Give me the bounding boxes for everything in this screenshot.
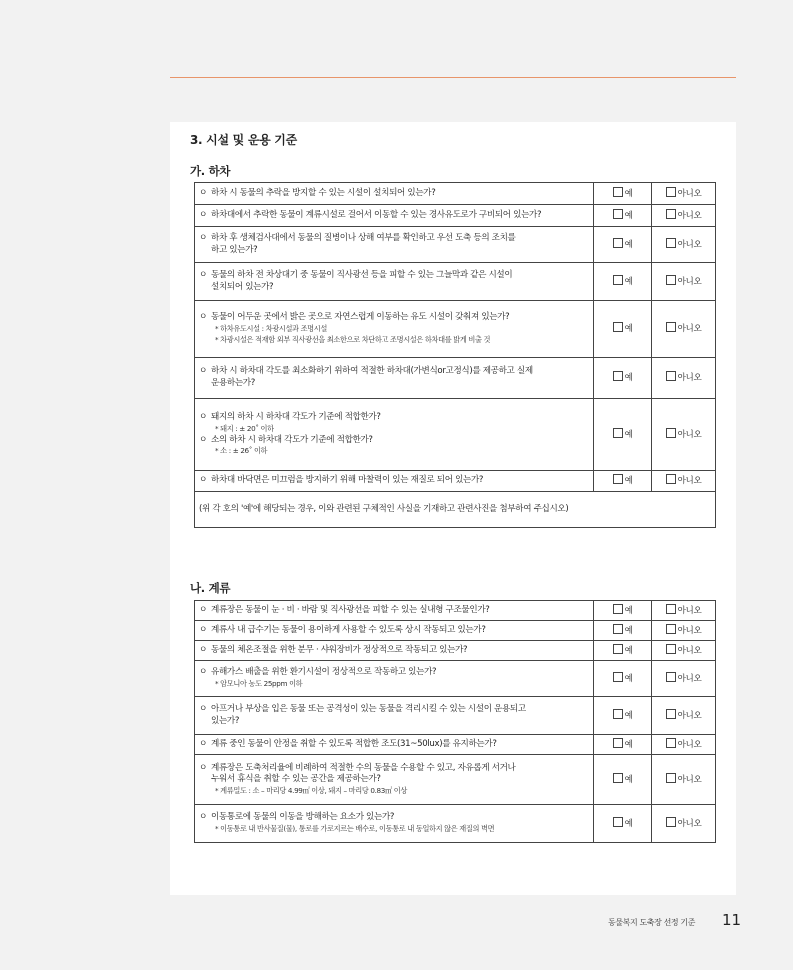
yes-checkbox[interactable] — [613, 624, 623, 634]
bullet-marker: ㅇ — [199, 812, 207, 823]
yes-label: 예 — [624, 710, 633, 721]
question-line: 이동통로에 동물의 이동을 방해하는 요소가 있는가? — [211, 812, 395, 823]
evidence-instruction: (위 각 호의 '예'에 해당되는 경우, 이와 관련된 구체적인 사실을 기재하고 관련사진을 첨부하여 주십시오) — [195, 492, 716, 528]
question-line-continued: 운용하는가? — [211, 378, 255, 388]
yes-checkbox[interactable] — [613, 238, 623, 248]
no-option[interactable] — [652, 755, 716, 805]
yes-option[interactable] — [594, 661, 652, 697]
no-label: 아니오 — [677, 774, 702, 785]
no-checkbox[interactable] — [666, 817, 676, 827]
no-option[interactable] — [652, 471, 716, 492]
question-text — [199, 188, 587, 200]
yes-checkbox[interactable] — [613, 604, 623, 614]
question-cell — [195, 755, 594, 805]
question-cell — [195, 805, 594, 843]
question-line-continued: 있는가? — [211, 715, 240, 726]
bullet-marker: ㅇ — [199, 667, 207, 678]
yes-label: 예 — [624, 645, 633, 656]
yes-label: 예 — [624, 673, 633, 684]
lairage-checklist — [194, 600, 716, 843]
bullet-marker: ㅇ — [199, 475, 207, 486]
question-cell — [195, 183, 594, 205]
checklist-row — [195, 805, 716, 843]
no-label: 아니오 — [677, 210, 702, 221]
question-line: 계류장은 도축처리율에 비례하여 적절한 수의 동물을 수용할 수 있고, 자유롭게 서거나 — [211, 762, 516, 773]
bullet-marker: ㅇ — [199, 312, 207, 323]
no-label: 아니오 — [677, 476, 702, 487]
yes-option[interactable] — [594, 735, 652, 755]
checklist-row — [195, 399, 716, 471]
no-label: 아니오 — [677, 429, 702, 440]
yes-option[interactable] — [594, 183, 652, 205]
no-option[interactable] — [652, 227, 716, 263]
question-text — [199, 435, 587, 447]
question-text — [199, 233, 587, 245]
no-label: 아니오 — [677, 276, 702, 287]
question-text — [199, 366, 587, 378]
criteria-note: * 차광시설은 적재함 외부 직사광선을 최소한으로 차단하고 조명시설은 하차대를 밝게 비출 것 — [215, 334, 491, 344]
criteria-note: * 이동통로 내 반사물질(물), 통로를 가로지르는 배수로, 이동통로 내 동일하지 않은 재질의 벽면 — [215, 823, 495, 833]
yes-option[interactable] — [594, 205, 652, 227]
yes-label: 예 — [624, 739, 633, 750]
no-checkbox[interactable] — [666, 672, 676, 682]
yes-checkbox[interactable] — [613, 209, 623, 219]
criteria-note: * 돼지 : ± 20˚ 이하 — [215, 423, 274, 433]
question-cell — [195, 641, 594, 661]
yes-checkbox[interactable] — [613, 672, 623, 682]
no-checkbox[interactable] — [666, 474, 676, 484]
checklist-row — [195, 205, 716, 227]
bullet-marker: ㅇ — [199, 366, 207, 377]
question-cell — [195, 621, 594, 641]
question-line: 하차 후 생체검사대에서 동물의 질병이나 상해 여부를 확인하고 우선 도축 등의 조치를 — [211, 232, 516, 243]
question-line: 계류장은 동물이 눈 · 비 · 바람 및 직사광선을 피할 수 있는 실내형 구조물인가? — [211, 604, 490, 615]
checklist-row — [195, 661, 716, 697]
yes-option[interactable] — [594, 471, 652, 492]
bullet-marker: ㅇ — [199, 604, 207, 615]
question-cell — [195, 661, 594, 697]
question-line: 동물이 어두운 곳에서 밝은 곳으로 자연스럽게 이동하는 유도 시설이 갖춰져 있는가? — [211, 312, 510, 323]
subsection-title-lairage: 나. 계류 — [190, 581, 231, 595]
question-line: 아프거나 부상을 입은 동물 또는 공격성이 있는 동물을 격리시킬 수 있는 시설이 운용되고 — [211, 703, 526, 714]
yes-label: 예 — [624, 605, 633, 616]
bullet-marker: ㅇ — [199, 232, 207, 243]
bullet-marker: ㅇ — [199, 187, 207, 198]
criteria-note: * 암모니아 농도 25ppm 이하 — [215, 678, 303, 688]
question-line: 하차대 바닥면은 미끄럼을 방지하기 위해 마찰력이 있는 재질로 되어 있는가? — [211, 475, 484, 486]
yes-checkbox[interactable] — [613, 644, 623, 654]
no-checkbox[interactable] — [666, 371, 676, 381]
checklist-row — [195, 641, 716, 661]
question-text — [199, 270, 587, 282]
checklist-row — [195, 301, 716, 358]
checklist-row — [195, 697, 716, 735]
no-checkbox[interactable] — [666, 709, 676, 719]
question-line: 하차 시 하차대 각도를 최소화하기 위하여 적절한 하차대(가변식or고정식)를 제공하고 실제 — [211, 366, 533, 377]
yes-option[interactable] — [594, 641, 652, 661]
yes-label: 예 — [624, 276, 633, 287]
bullet-marker: ㅇ — [199, 738, 207, 749]
bullet-marker: ㅇ — [199, 412, 207, 423]
yes-checkbox[interactable] — [613, 322, 623, 332]
no-checkbox[interactable] — [666, 428, 676, 438]
yes-option[interactable] — [594, 227, 652, 263]
page-number: 11 — [722, 911, 742, 929]
no-checkbox[interactable] — [666, 738, 676, 748]
question-line: 동물의 체온조절을 위한 분무 · 샤워장비가 정상적으로 작동되고 있는가? — [211, 644, 468, 655]
no-label: 아니오 — [677, 625, 702, 636]
checklist-row — [195, 601, 716, 621]
yes-option[interactable] — [594, 301, 652, 358]
bullet-marker: ㅇ — [199, 269, 207, 280]
footer-title: 동물복지 도축장 선정 기준 — [608, 918, 696, 927]
no-checkbox[interactable] — [666, 209, 676, 219]
yes-checkbox[interactable] — [613, 428, 623, 438]
yes-checkbox[interactable] — [613, 709, 623, 719]
bullet-marker: ㅇ — [199, 703, 207, 714]
no-option[interactable] — [652, 205, 716, 227]
yes-label: 예 — [624, 625, 633, 636]
question-cell — [195, 205, 594, 227]
question-line-continued: 하고 있는가? — [211, 244, 258, 255]
no-label: 아니오 — [677, 673, 702, 684]
yes-option[interactable] — [594, 601, 652, 621]
yes-checkbox[interactable] — [613, 738, 623, 748]
yes-label: 예 — [624, 188, 633, 199]
checklist-row — [195, 471, 716, 492]
no-option[interactable] — [652, 697, 716, 735]
no-checkbox[interactable] — [666, 275, 676, 285]
yes-option[interactable] — [594, 399, 652, 471]
question-cell — [195, 227, 594, 263]
question-text — [199, 763, 587, 775]
no-option[interactable] — [652, 621, 716, 641]
question-cell — [195, 399, 594, 471]
yes-checkbox[interactable] — [613, 187, 623, 197]
question-line: 유해가스 배출을 위한 환기시설이 정상적으로 작동하고 있는가? — [211, 667, 437, 678]
no-option[interactable] — [652, 661, 716, 697]
no-label: 아니오 — [677, 739, 702, 750]
yes-option[interactable] — [594, 358, 652, 399]
yes-label: 예 — [624, 324, 633, 335]
no-label: 아니오 — [677, 645, 702, 656]
question-text — [199, 475, 587, 487]
question-cell — [195, 301, 594, 358]
question-line: 계류사 내 급수기는 동물이 용이하게 사용할 수 있도록 상시 작동되고 있는가? — [211, 624, 486, 635]
yes-checkbox[interactable] — [613, 474, 623, 484]
question-text — [199, 210, 587, 222]
no-checkbox[interactable] — [666, 187, 676, 197]
question-text — [199, 645, 587, 657]
question-line-continued: 누워서 휴식을 취할 수 있는 공간을 제공하는가? — [211, 774, 381, 785]
checklist-row — [195, 183, 716, 205]
question-line: 소의 하차 시 하차대 각도가 기준에 적합한가? — [211, 434, 373, 445]
no-label: 아니오 — [677, 605, 702, 616]
bullet-marker: ㅇ — [199, 762, 207, 773]
yes-label: 예 — [624, 774, 633, 785]
criteria-note: * 소 : ± 26˚ 이하 — [215, 446, 268, 456]
question-line-continued: 설치되어 있는가? — [211, 281, 274, 292]
yes-checkbox[interactable] — [613, 817, 623, 827]
criteria-note: * 하차유도시설 : 차광시설과 조명시설 — [215, 324, 327, 333]
no-option[interactable] — [652, 358, 716, 399]
question-cell — [195, 471, 594, 492]
yes-label: 예 — [624, 429, 633, 440]
checklist-row — [195, 755, 716, 805]
question-line: 하차 시 동물의 추락을 방지할 수 있는 시설이 설치되어 있는가? — [211, 187, 436, 198]
question-cell — [195, 735, 594, 755]
yes-option[interactable] — [594, 805, 652, 843]
question-text — [199, 739, 587, 751]
no-option[interactable] — [652, 183, 716, 205]
no-label: 아니오 — [677, 188, 702, 199]
bullet-marker: ㅇ — [199, 434, 207, 445]
no-option[interactable] — [652, 805, 716, 843]
question-cell — [195, 601, 594, 621]
yes-checkbox[interactable] — [613, 275, 623, 285]
no-checkbox[interactable] — [666, 322, 676, 332]
no-option[interactable] — [652, 735, 716, 755]
no-option[interactable] — [652, 399, 716, 471]
question-line: 동물의 하차 전 차상대기 중 동물이 직사광선 등을 피할 수 있는 그늘막과 같은 시설이 — [211, 269, 513, 280]
subsection-title-unloading: 가. 하차 — [190, 164, 231, 178]
no-label: 아니오 — [677, 239, 702, 250]
question-text — [199, 605, 587, 617]
checklist-row — [195, 621, 716, 641]
criteria-note: * 계류밀도 : 소 – 마리당 4.99㎡ 이상, 돼지 – 마리당 0.83㎡ 이상 — [215, 785, 407, 795]
no-checkbox[interactable] — [666, 624, 676, 634]
question-cell — [195, 697, 594, 735]
no-option[interactable] — [652, 263, 716, 301]
yes-checkbox[interactable] — [613, 371, 623, 381]
yes-option[interactable] — [594, 697, 652, 735]
yes-option[interactable] — [594, 621, 652, 641]
bullet-marker: ㅇ — [199, 209, 207, 220]
question-line: 돼지의 하차 시 하차대 각도가 기준에 적합한가? — [211, 412, 381, 423]
unloading-checklist — [194, 182, 716, 528]
no-checkbox[interactable] — [666, 644, 676, 654]
yes-label: 예 — [624, 373, 633, 384]
question-text — [199, 704, 587, 716]
question-cell — [195, 263, 594, 301]
checklist-row — [195, 227, 716, 263]
checklist-row — [195, 358, 716, 399]
checklist-row — [195, 735, 716, 755]
no-label: 아니오 — [677, 373, 702, 384]
question-line: 하차대에서 추락한 동물이 계류시설로 걸어서 이동할 수 있는 경사유도로가 구비되어 있는가? — [211, 209, 542, 220]
question-line: 계류 중인 동물이 안정을 취할 수 있도록 적합한 조도(31~50lux)를 유지하는가? — [211, 738, 497, 749]
question-text — [199, 625, 587, 637]
question-cell — [195, 358, 594, 399]
bullet-marker: ㅇ — [199, 644, 207, 655]
yes-label: 예 — [624, 239, 633, 250]
section-title: 3. 시설 및 운용 기준 — [190, 133, 297, 147]
no-option[interactable] — [652, 641, 716, 661]
no-option[interactable] — [652, 301, 716, 358]
header-rule — [170, 77, 736, 78]
yes-label: 예 — [624, 818, 633, 829]
yes-label: 예 — [624, 476, 633, 487]
yes-option[interactable] — [594, 263, 652, 301]
question-text — [199, 312, 587, 324]
question-text — [199, 412, 587, 424]
footnote-row — [195, 492, 716, 528]
yes-label: 예 — [624, 210, 633, 221]
checklist-row — [195, 263, 716, 301]
no-label: 아니오 — [677, 818, 702, 829]
bullet-marker: ㅇ — [199, 624, 207, 635]
yes-checkbox[interactable] — [613, 773, 623, 783]
question-text — [199, 667, 587, 679]
no-label: 아니오 — [677, 324, 702, 335]
no-checkbox[interactable] — [666, 604, 676, 614]
no-label: 아니오 — [677, 710, 702, 721]
no-checkbox[interactable] — [666, 773, 676, 783]
yes-option[interactable] — [594, 755, 652, 805]
no-option[interactable] — [652, 601, 716, 621]
question-text — [199, 812, 587, 824]
no-checkbox[interactable] — [666, 238, 676, 248]
